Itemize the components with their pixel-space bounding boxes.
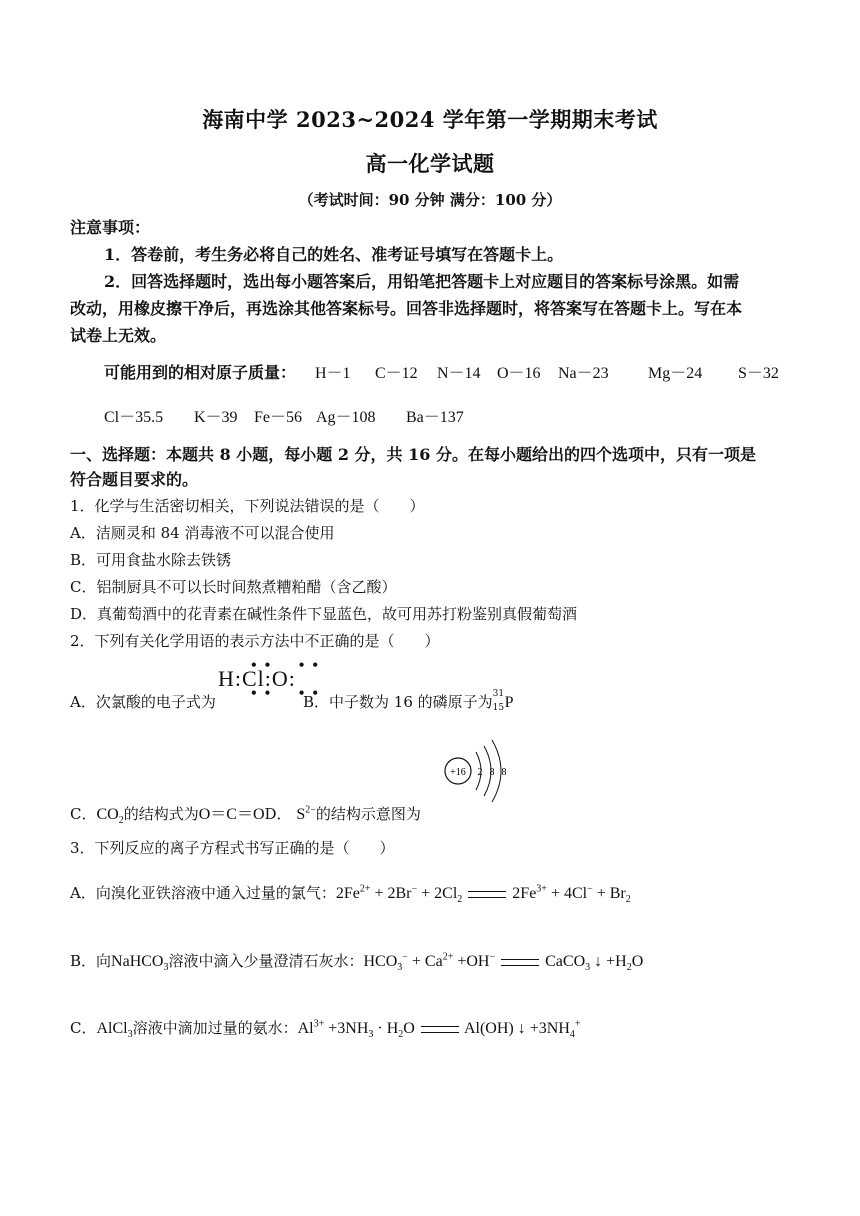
section-1-line-2: 符合题目要求的。 (70, 470, 199, 489)
atomic-mass-c: C－12 (375, 365, 418, 382)
q2-option-c-text: 的结构式为 (123, 805, 199, 823)
phosphorus-mass-number: 31 (492, 689, 505, 699)
q3-option-b: B．向NaHCO$_3$溶液中滴入少量澄清石灰水：$HCO_3^- + Ca^{2+} +OH^-$ CaCO$_3$ ↓ $+H_2O$ (70, 951, 644, 974)
q3-option-b-equation: $HCO_3^- + Ca^{2+} +OH^-$ CaCO$_3$ ↓ $+H_2O$ (363, 951, 644, 974)
phosphorus-symbol: P (504, 694, 514, 711)
atomic-mass-ba: Ba－137 (406, 409, 464, 426)
q2-option-b-text: B．中子数为 16 的磷原子为 (303, 693, 493, 711)
q2-option-d-prefix: D． (264, 805, 292, 823)
atomic-mass-n: N－14 (437, 365, 481, 382)
q3-stem: 3．下列反应的离子方程式书写正确的是（ ） (70, 839, 395, 857)
q1-option-d: D．真葡萄酒中的花青素在碱性条件下显蓝色，故可用苏打粉鉴别真假葡萄酒 (70, 605, 578, 623)
atomic-mass-h: H－1 (315, 365, 351, 382)
q2-stem: 2．下列有关化学用语的表示方法中不正确的是（ ） (70, 632, 440, 650)
notes-heading: 注意事项： (70, 218, 151, 237)
atomic-mass-ag: Ag－108 (316, 409, 376, 426)
nucleus-label: +16 (450, 767, 466, 778)
section-1-line-1: 一、选择题：本题共 8 小题，每小题 2 分，共 16 分。在每小题给出的四个选项中，只有一项是 (70, 445, 756, 464)
atomic-mass-na: Na－23 (558, 365, 609, 382)
q2-option-a: A．次氯酸的电子式为 (70, 693, 216, 711)
atomic-mass-cl: Cl－35.5 (104, 409, 164, 426)
hclo-formula-text: H:Cl:O: (218, 666, 296, 691)
notes-item-2-line-3: 试卷上无效。 (70, 326, 167, 345)
atomic-mass-mg: Mg－24 (648, 365, 703, 382)
co2-structure: O＝C＝O (198, 806, 265, 823)
q3-option-a-equation: $2Fe^{2+} + 2Br^- + 2Cl_2$ $2Fe^{3+} + 4Cl^- + Br_2$ (335, 883, 631, 906)
q3-option-a (70, 882, 631, 906)
q2-option-d-text: 的结构示意图为 (315, 805, 421, 823)
q3-option-b-text: B．向 (70, 952, 112, 970)
exam-info: （考试时间：90 分钟 满分：100 分） (298, 191, 562, 209)
notes-item-2-line-1: 2．回答选择题时，选出每小题答案后，用铅笔把答题卡上对应题目的答案标号涂黑。如需 (104, 272, 740, 291)
q1-option-b: B．可用食盐水除去铁锈 (70, 551, 232, 569)
q3-option-c: C．AlCl$_3$溶液中滴加过量的氨水：$Al^{3+} +3NH_3 \cdot H_2O$ Al(OH) ↓ $+3NH_4^+$ (70, 1018, 581, 1041)
q1-option-c: C．铝制厨具不可以长时间熬煮糟粕醋（含乙酸） (70, 578, 397, 596)
q1-stem: 1．化学与生活密切相关，下列说法错误的是（ ） (70, 497, 425, 515)
q2-option-c: C．$CO_2$的结构式为O＝C＝OD． $S^{2-}$的结构示意图为 (70, 804, 421, 827)
q3-option-c-text: C． (70, 1019, 97, 1037)
q3-option-b-text-2: 溶液中滴入少量澄清石灰水： (168, 952, 364, 970)
atomic-mass-label: 可能用到的相对原子质量： (104, 363, 297, 382)
exam-title: 海南中学 2023~2024 学年第一学期期末考试 (202, 107, 658, 132)
atomic-mass-fe: Fe－56 (254, 409, 303, 426)
sulfide-ion-diagram (440, 738, 520, 808)
atomic-mass-k: K－39 (194, 409, 238, 426)
notes-item-2-line-2: 改动，用橡皮擦干净后，再选涂其他答案标号。回答非选择题时，将答案写在答题卡上。写在本 (70, 299, 743, 318)
hclo-electron-formula: •• •• H:Cl:O: •• •• (218, 658, 326, 700)
q3-option-c-equation: $Al^{3+} +3NH_3 \cdot H_2O$ Al(OH) ↓ $+3NH_4^+$ (297, 1018, 581, 1041)
shell-3-count: 8 (501, 767, 507, 778)
atomic-mass-s: S－32 (738, 365, 779, 382)
q3-option-a-text: A．向溴化亚铁溶液中通入过量的氯气： (70, 884, 336, 902)
q3-option-c-text-2: 溶液中滴加过量的氨水： (132, 1019, 298, 1037)
notes-item-1: 1．答卷前，考生务必将自己的姓名、准考证号填写在答题卡上。 (104, 245, 564, 264)
shell-1-count: 2 (477, 767, 483, 778)
exam-subtitle: 高一化学试题 (365, 151, 495, 176)
phosphorus-atomic-number: 15 (492, 703, 505, 713)
shell-2-count: 8 (489, 767, 495, 778)
atomic-mass-o: O－16 (497, 365, 541, 382)
q2-option-b (303, 691, 514, 712)
q2-option-c-prefix: C． (70, 805, 97, 823)
q1-option-a: A．洁厕灵和 84 消毒液不可以混合使用 (70, 524, 335, 542)
